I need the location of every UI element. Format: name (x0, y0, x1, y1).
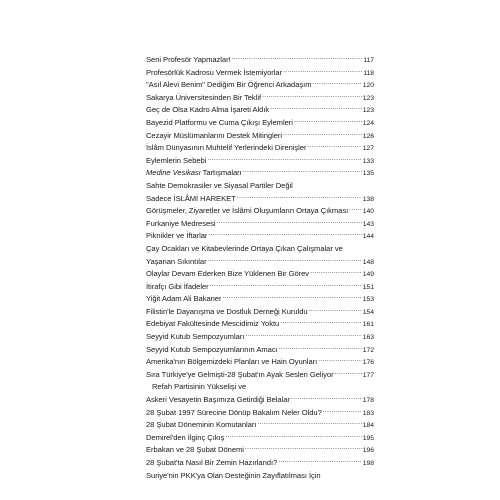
toc-page-number: 196 (362, 447, 374, 455)
toc-entry-title: Geç de Olsa Kadro Alma İşareti Aldık (146, 105, 270, 115)
toc-page-number: 161 (362, 321, 374, 329)
dot-leader (222, 293, 361, 301)
toc-entry-title: Seyyid Kutub Sempozyumları (146, 332, 245, 342)
toc-entry-title: 28 Şubat 1997 Sürecine Dönüp Bakalım Neler Oldu? (146, 407, 322, 417)
toc-entry-title: Görüşmeler, Ziyaretler ve İslâmi Oluşumların Ortaya Çıkması (146, 206, 349, 216)
toc-page-number: 118 (363, 69, 374, 77)
toc-entry (146, 457, 374, 470)
toc-entry (146, 432, 374, 445)
toc-entry (146, 193, 374, 206)
dot-leader (278, 457, 362, 465)
toc-entry (146, 381, 374, 394)
dot-leader (225, 432, 361, 440)
dot-leader (309, 306, 362, 314)
toc-page-number: 172 (362, 346, 374, 354)
toc-entry-title: Medine Vesikası Tartışmaları (146, 168, 242, 178)
toc-page-number: 124 (362, 119, 374, 127)
toc-entry (146, 218, 374, 231)
toc-page-number: 176 (362, 359, 374, 367)
toc-entry (146, 293, 374, 306)
toc-entry-title: Eylemlerin Sebebi (146, 155, 207, 165)
toc-page-number: 178 (362, 397, 374, 405)
dot-leader (307, 142, 361, 150)
dot-leader (217, 218, 362, 226)
dot-leader (207, 155, 361, 163)
toc-entry-title: Yaşanan Sıkıntılar (146, 256, 207, 266)
toc-entry-title: Seni Profesör Yapmazlar! (146, 55, 231, 64)
toc-entry-title: İtirafçı Gibi İfadeler (146, 281, 209, 291)
toc-page-number: 135 (362, 170, 374, 178)
toc-page-number: 148 (362, 258, 374, 266)
toc-entry (146, 419, 374, 432)
toc-entry (146, 117, 374, 130)
dot-leader (262, 92, 362, 100)
toc-entry (146, 205, 374, 218)
toc-entry (146, 470, 374, 483)
toc-page-number: 126 (362, 132, 374, 140)
toc-page-number: 198 (362, 460, 374, 467)
toc-entry (146, 369, 374, 382)
toc-entry-title: Sakarya Üniversitesinden Bir Teklif (146, 92, 262, 102)
toc-entry-title: Piknikler ve İftarlar (146, 231, 208, 241)
toc-entry (146, 230, 374, 243)
toc-entry-title: Sıra Türkiye'ye Gelmişti-28 Şubat'ın Ayak Sesleri Geliyor (146, 369, 334, 379)
toc-entry (146, 180, 374, 193)
dot-leader (232, 54, 363, 62)
toc-entry (146, 268, 374, 281)
dot-leader (208, 256, 362, 264)
toc-entry (146, 155, 374, 168)
dot-leader (323, 407, 362, 415)
toc-entry (146, 256, 374, 269)
dot-leader (257, 419, 361, 427)
dot-leader (294, 117, 362, 125)
toc-page-number: 183 (362, 409, 374, 417)
toc-entry (146, 394, 374, 407)
toc-entry (146, 331, 374, 344)
dot-leader (280, 318, 362, 326)
toc-page-number: 123 (362, 94, 374, 102)
toc-entry-title: Profesörlük Kadrosu Vermek İstemiyorlar (146, 67, 283, 77)
dot-leader (335, 369, 362, 377)
dot-leader (243, 167, 362, 175)
dot-leader (283, 130, 362, 138)
toc-entry (146, 344, 374, 357)
toc-entry-title: Yiğit Adam Ali Bakaner (146, 294, 222, 304)
toc-page-number: 149 (362, 271, 374, 279)
dot-leader (208, 230, 361, 238)
toc-entry (146, 79, 374, 92)
toc-entry-title: Edebiyat Fakültesinde Mescidimiz Yoktu (146, 319, 280, 329)
toc-entry (146, 318, 374, 331)
toc-page-number: 195 (362, 434, 374, 442)
toc-entry-title: Olaylar Devam Ederken Bize Yüklenen Bir Görev (146, 269, 310, 279)
toc-page-number: 120 (362, 82, 374, 90)
toc-page-number: 177 (362, 371, 374, 379)
toc-entry (146, 243, 374, 256)
toc-entry-title: Amerika'nın Bölgemizdeki Planları ve Hain Oyunları (146, 357, 318, 367)
toc-entry-title: Cezayir Müslümanlarını Destek Mitingleri (146, 130, 282, 140)
toc-page-number: 154 (362, 308, 374, 316)
dot-leader (349, 205, 362, 213)
toc-entry (146, 407, 374, 420)
dot-leader (312, 79, 361, 87)
dot-leader (237, 193, 362, 201)
toc-page-number: 184 (362, 422, 374, 430)
toc-entry (146, 130, 374, 143)
toc-page-number: 140 (362, 208, 374, 216)
toc-entry-title: Filistin'le Dayanışma ve Dostluk Derneği Kuruldu (146, 306, 308, 316)
toc-entry (146, 444, 374, 457)
toc-entry-title: 28 Şubat Döneminin Komutanları (146, 420, 257, 430)
toc-entry (146, 281, 374, 294)
toc-entry-title: Sadece İSLÂMİ HAREKET (146, 193, 236, 203)
toc-entry-title: Askeri Vesayetin Başımıza Getirdiği Belalar (146, 395, 290, 405)
dot-leader (210, 281, 362, 289)
toc-page-number: 144 (362, 233, 374, 241)
toc-page-number: 133 (362, 157, 374, 165)
toc-entry-title: Erbakan ve 28 Şubat Dönemi (146, 445, 244, 455)
dot-leader (279, 344, 362, 352)
toc-entry-title: Seyyid Kutub Sempozyumlarının Amacı (146, 344, 278, 354)
toc-entry-title: 28 Şubat'ta Nasıl Bir Zemin Hazırlandı? (146, 458, 278, 467)
toc-entry (146, 67, 374, 80)
table-of-contents (146, 54, 374, 482)
dot-leader (291, 394, 362, 402)
toc-page-number: 153 (362, 296, 374, 304)
toc-entry-title: İslâm Dünyasının Muhtelif Yerlerindeki Direnişler (146, 143, 307, 153)
toc-entry-title: Suriye'nin PKK'ya Olan Desteğinin Zayıflatılması İçin (146, 470, 321, 480)
dot-leader (245, 444, 362, 452)
toc-entry-title: Demirel'den İlginç Çıkış (146, 432, 225, 442)
toc-page-number: 138 (362, 195, 374, 203)
toc-page-number: 123 (362, 107, 374, 115)
toc-entry (146, 356, 374, 369)
dot-leader (283, 67, 362, 75)
toc-entry-title: Bayezid Platformu ve Cuma Çıkışı Eylemleri (146, 117, 293, 127)
toc-entry-title: "Asıl Alevi Benim" Dediğim Bir Öğrenci Arkadaşım (146, 80, 312, 90)
toc-page-number: 163 (362, 334, 374, 342)
toc-entry (146, 104, 374, 117)
toc-entry (146, 54, 374, 67)
dot-leader (310, 268, 362, 276)
toc-entry (146, 306, 374, 319)
dot-leader (245, 331, 361, 339)
toc-entry (146, 142, 374, 155)
dot-leader (270, 104, 362, 112)
toc-entry (146, 92, 374, 105)
toc-entry (146, 167, 374, 180)
dot-leader (318, 356, 362, 364)
toc-page-number: 127 (362, 145, 374, 153)
toc-page-number: 143 (362, 220, 374, 228)
toc-entry-title: Furkaniye Medresesi (146, 218, 216, 228)
toc-entry-title: Sahte Demokrasiler ve Siyasal Partiler Değil (146, 180, 293, 190)
toc-page-number: 117 (363, 57, 374, 64)
toc-entry-title: Çay Ocakları ve Kitabevlerinde Ortaya Çıkan Çalışmalar ve (146, 243, 343, 253)
toc-entry-title: Refah Partisinin Yükselişi ve (152, 382, 247, 392)
toc-page-number: 151 (362, 283, 374, 291)
